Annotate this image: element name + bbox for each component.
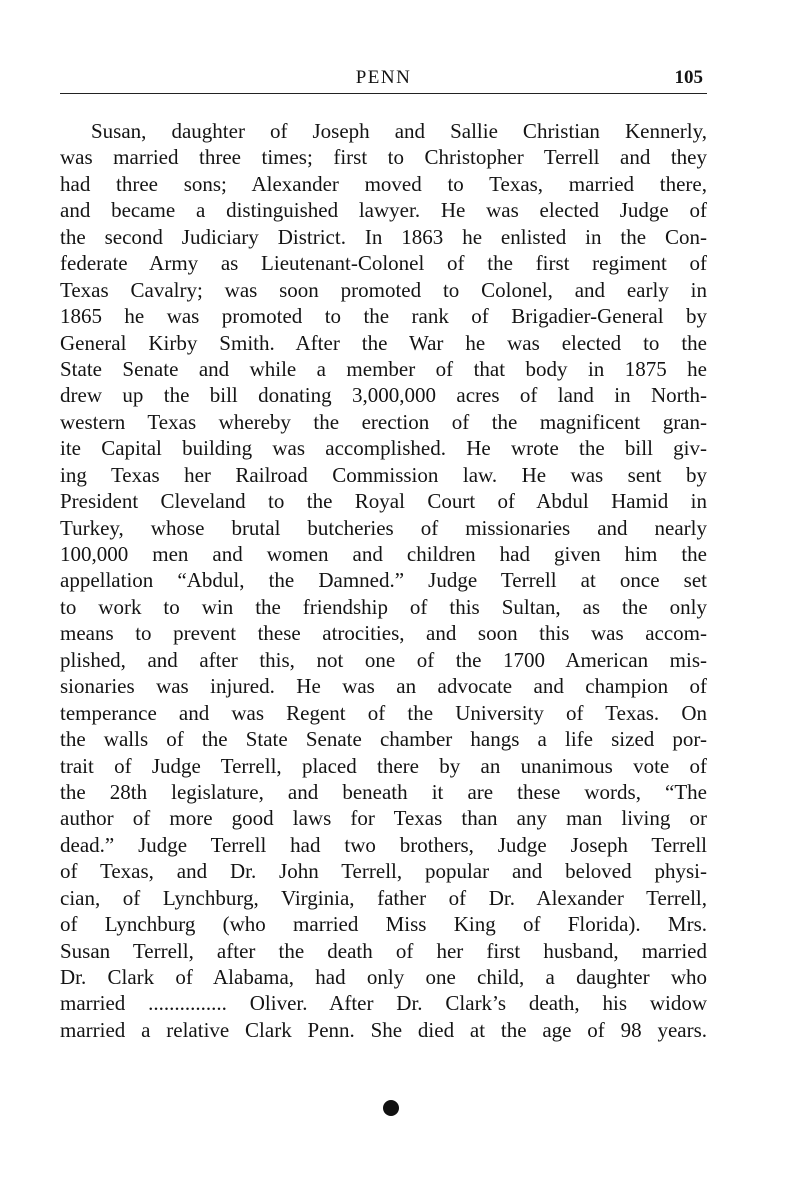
text-line: appellation “Abdul, the Damned.” Judge Terrell at once set — [60, 568, 707, 593]
text-line: dead.” Judge Terrell had two brothers, Judge Joseph Terrell — [60, 832, 707, 857]
text-line: cian, of Lynchburg, Virginia, father of Dr. Alexander Terrell, — [60, 885, 707, 910]
text-line: State Senate and while a member of that body in 1875 he — [60, 356, 707, 381]
text-line: drew up the bill donating 3,000,000 acres of land in North- — [60, 383, 707, 408]
header-rule — [60, 93, 707, 94]
text-line: married ............... Oliver. After Dr. Clark’s death, his widow — [60, 991, 707, 1016]
text-line: Turkey, whose brutal butcheries of missionaries and nearly — [60, 515, 707, 540]
page-number: 105 — [674, 67, 703, 88]
text-line: the walls of the State Senate chamber hangs a life sized por- — [60, 727, 707, 752]
text-line: married a relative Clark Penn. She died at the age of 98 years. — [60, 1017, 707, 1042]
body-paragraph — [60, 118, 707, 1043]
text-line: 1865 he was promoted to the rank of Brigadier-General by — [60, 304, 707, 329]
text-line: and became a distinguished lawyer. He was elected Judge of — [60, 198, 707, 223]
text-line: trait of Judge Terrell, placed there by an unanimous vote of — [60, 753, 707, 778]
text-line: had three sons; Alexander moved to Texas, married there, — [60, 171, 707, 196]
text-line: Dr. Clark of Alabama, had only one child, a daughter who — [60, 965, 707, 989]
text-line: of Lynchburg (who married Miss King of Florida). Mrs. — [60, 912, 707, 937]
text-line: General Kirby Smith. After the War he was elected to the — [60, 330, 707, 355]
ornament-dot-icon — [383, 1100, 399, 1116]
text-line: author of more good laws for Texas than any man living or — [60, 806, 707, 831]
text-line: temperance and was Regent of the University of Texas. On — [60, 700, 707, 725]
text-line: President Cleveland to the Royal Court of Abdul Hamid in — [60, 489, 707, 514]
text-line: was married three times; first to Christopher Terrell and they — [60, 145, 707, 170]
text-line: sionaries was injured. He was an advocate and champion of — [60, 674, 707, 699]
text-line: western Texas whereby the erection of the magnificent gran- — [60, 409, 707, 434]
text-line: federate Army as Lieutenant-Colonel of the first regiment of — [60, 251, 707, 276]
text-line: of Texas, and Dr. John Terrell, popular and beloved physi- — [60, 859, 707, 884]
text-line: ing Texas her Railroad Commission law. He was sent by — [60, 462, 707, 487]
text-line: Susan, daughter of Joseph and Sallie Christian Kennerly, — [91, 119, 707, 143]
text-line: ite Capital building was accomplished. He wrote the bill giv- — [60, 436, 707, 461]
text-line: Susan Terrell, after the death of her first husband, married — [60, 938, 707, 963]
text-line: to work to win the friendship of this Sultan, as the only — [60, 594, 707, 619]
text-line: Texas Cavalry; was soon promoted to Colonel, and early in — [60, 277, 707, 302]
text-line: the second Judiciary District. In 1863 he enlisted in the Con- — [60, 224, 707, 249]
running-head — [60, 66, 707, 92]
text-line: 100,000 men and women and children had given him the — [60, 542, 707, 566]
text-line: plished, and after this, not one of the 1700 American mis- — [60, 647, 707, 672]
text-line: means to prevent these atrocities, and soon this was accom- — [60, 621, 707, 646]
running-title: PENN — [355, 67, 412, 88]
text-line: the 28th legislature, and beneath it are these words, “The — [60, 779, 707, 804]
